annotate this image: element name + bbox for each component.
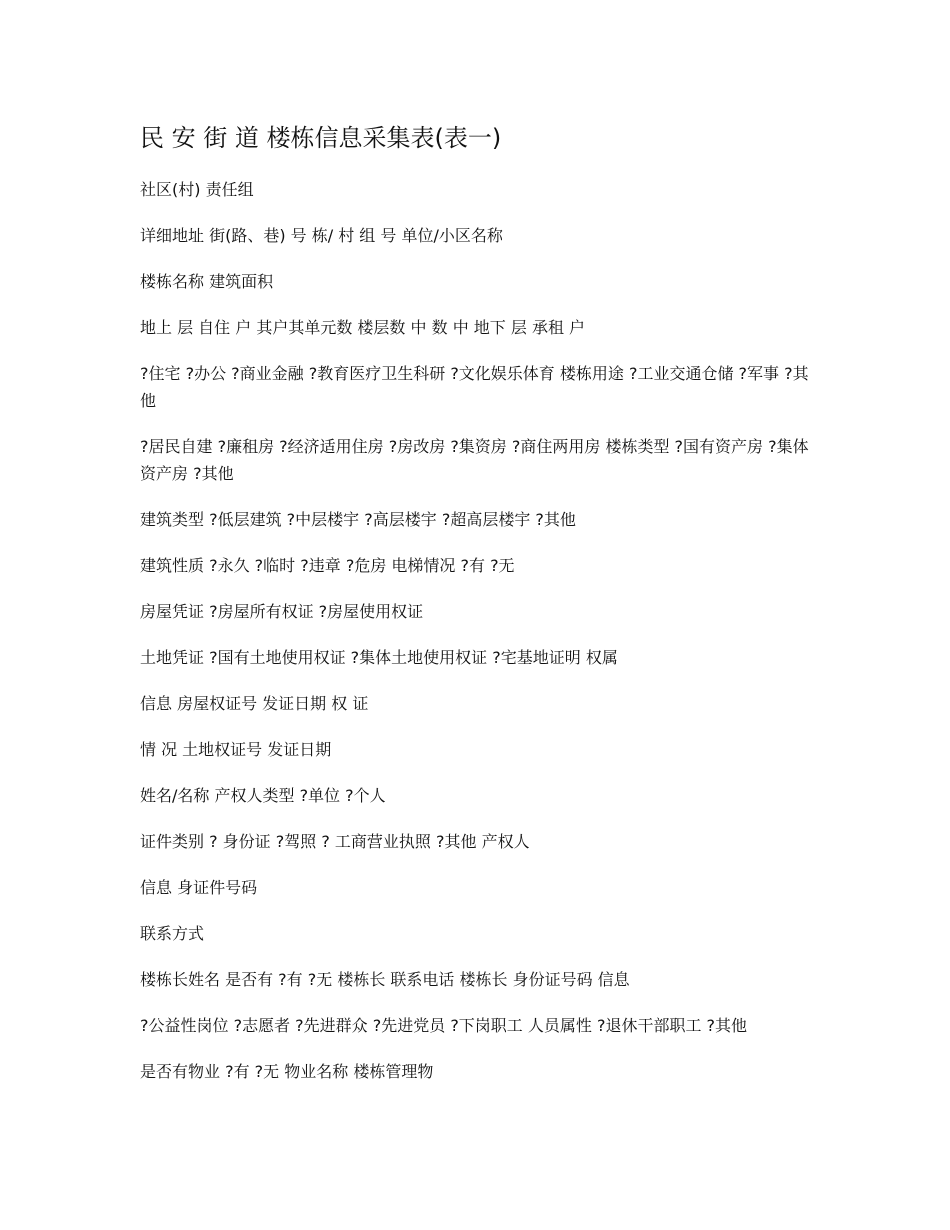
line-building-name: 楼栋名称 建筑面积 [140, 272, 274, 291]
document-title: 民 安 街 道 楼栋信息采集表(表一) [140, 124, 502, 152]
line-construction-nature: 建筑性质 ?永久 ?临时 ?违章 ?危房 电梯情况 ?有 ?无 [140, 556, 515, 575]
line-building-type: ?居民自建 ?廉租房 ?经济适用住房 ?房改房 ?集资房 ?商住两用房 楼栋类型 ?国有资产房 ?集体资产房 ?其他 [140, 437, 809, 483]
line-land-certificate: 土地凭证 ?国有土地使用权证 ?集体土地使用权证 ?宅基地证明 权属 [140, 648, 618, 667]
line-address: 详细地址 街(路、巷) 号 栋/ 村 组 号 单位/小区名称 [140, 226, 503, 245]
line-contact: 联系方式 [140, 924, 205, 943]
line-id-type: 证件类别 ? 身份证 ?驾照 ? 工商营业执照 ?其他 产权人 [140, 832, 530, 851]
line-personnel-attribute: ?公益性岗位 ?志愿者 ?先进群众 ?先进党员 ?下岗职工 人员属性 ?退休干部职工 ?其他 [140, 1016, 748, 1035]
line-floors: 地上 层 自住 户 其户其单元数 楼层数 中 数 中 地下 层 承租 户 [140, 318, 586, 337]
line-building-use: ?住宅 ?办公 ?商业金融 ?教育医疗卫生科研 ?文化娱乐体育 楼栋用途 ?工业交通仓储 ?军事 ?其他 [140, 364, 809, 410]
document-page [140, 120, 810, 1104]
line-building-leader: 楼栋长姓名 是否有 ?有 ?无 楼栋长 联系电话 楼栋长 身份证号码 信息 [140, 970, 630, 989]
line-construction-type: 建筑类型 ?低层建筑 ?中层楼宇 ?高层楼宇 ?超高层楼宇 ?其他 [140, 510, 576, 529]
form-lines [140, 176, 810, 1085]
line-land-cert-number: 情 况 土地权证号 发证日期 [140, 740, 332, 759]
line-community: 社区(村) 责任组 [140, 180, 254, 199]
line-house-certificate: 房屋凭证 ?房屋所有权证 ?房屋使用权证 [140, 602, 424, 621]
line-property-management: 是否有物业 ?有 ?无 物业名称 楼栋管理物 [140, 1062, 434, 1081]
line-house-cert-number: 信息 房屋权证号 发证日期 权 证 [140, 694, 369, 713]
line-id-number: 信息 身证件号码 [140, 878, 258, 897]
line-owner-name: 姓名/名称 产权人类型 ?单位 ?个人 [140, 786, 386, 805]
